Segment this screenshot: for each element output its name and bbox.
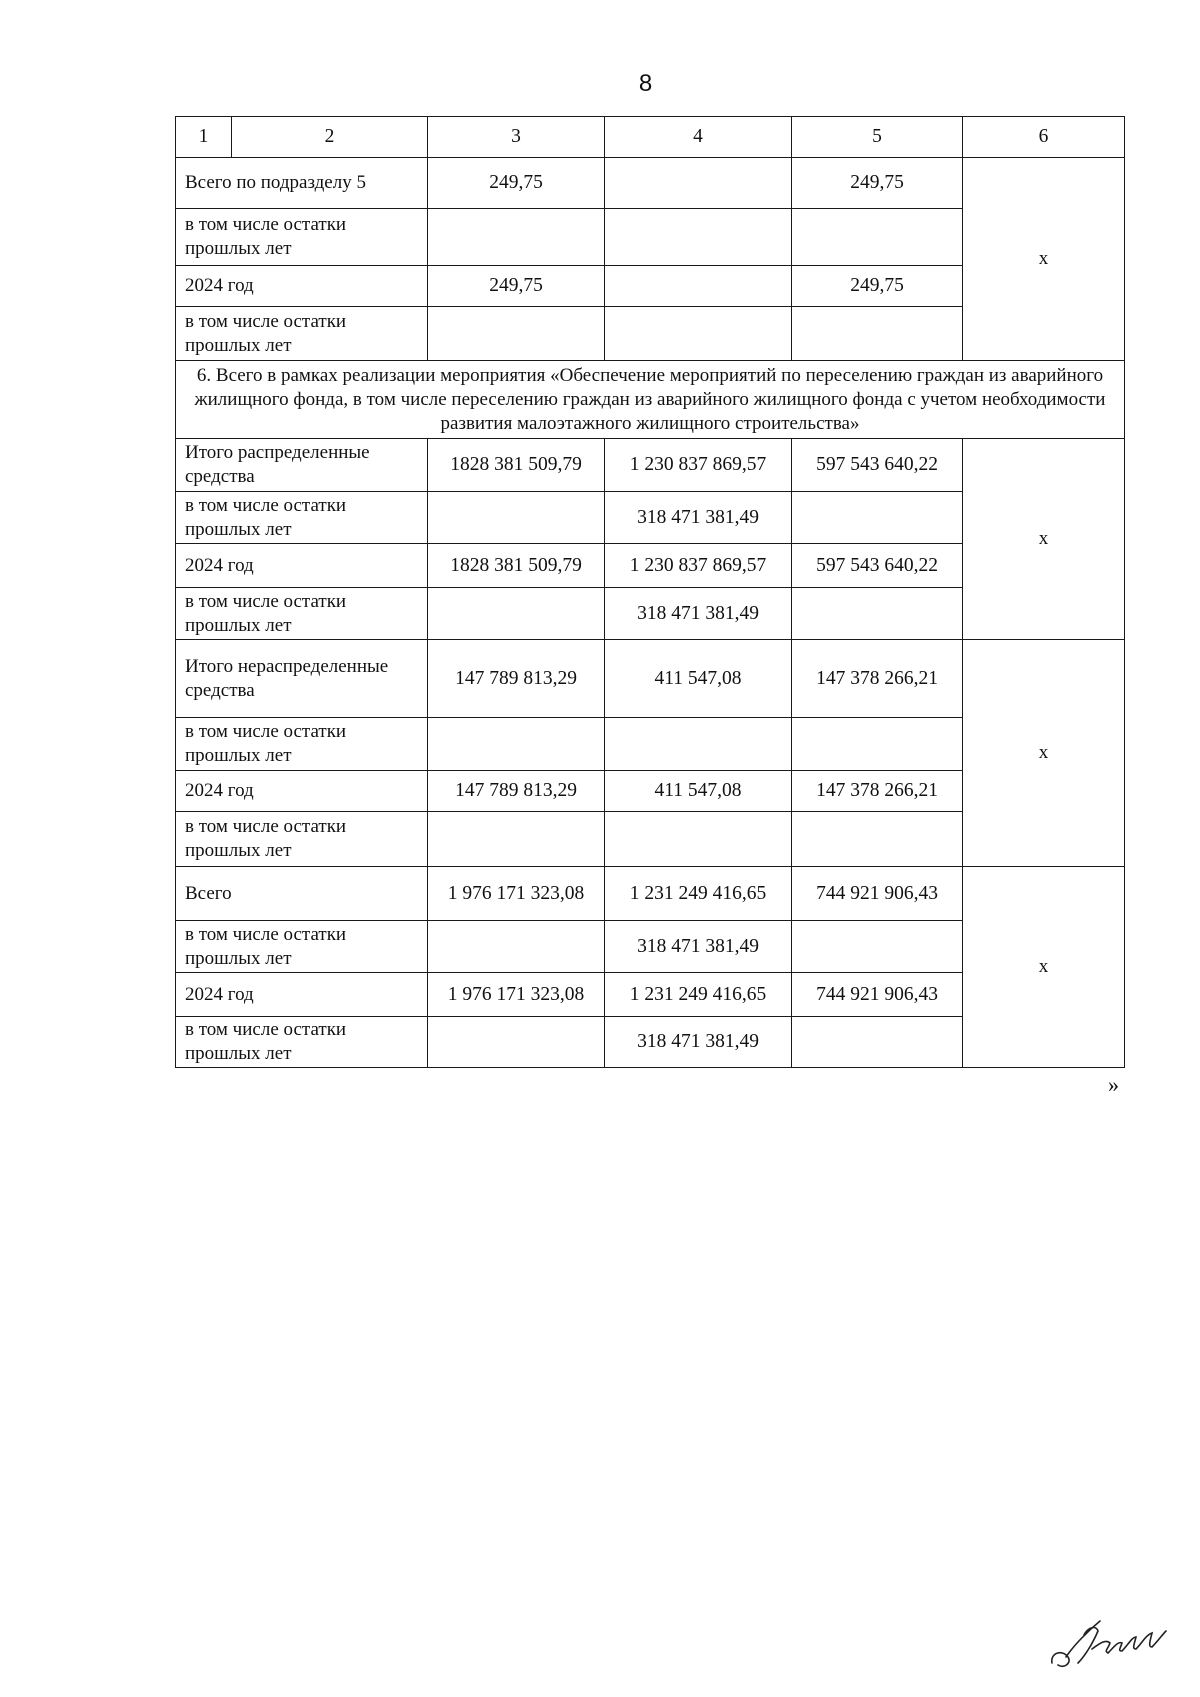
row-label: в том числе остатки прошлых лет <box>176 588 428 640</box>
col5-value <box>792 492 963 544</box>
header-col-5: 5 <box>792 117 963 158</box>
col3-value <box>428 812 605 867</box>
col5-value <box>792 718 963 771</box>
col3-value: 1 976 171 323,08 <box>428 973 605 1017</box>
col3-value <box>428 921 605 973</box>
table-row <box>176 867 1125 921</box>
col3-value: 147 789 813,29 <box>428 640 605 718</box>
col3-value <box>428 209 605 266</box>
col3-value <box>428 307 605 361</box>
col3-value: 1 976 171 323,08 <box>428 867 605 921</box>
col4-value: 411 547,08 <box>605 640 792 718</box>
col6-mark: х <box>963 640 1125 867</box>
col3-value: 147 789 813,29 <box>428 771 605 812</box>
row-label: 2024 год <box>176 266 428 307</box>
col5-value <box>792 921 963 973</box>
col4-value: 1 231 249 416,65 <box>605 867 792 921</box>
row-label: в том числе остатки прошлых лет <box>176 812 428 867</box>
col5-value: 597 543 640,22 <box>792 439 963 492</box>
col5-value <box>792 209 963 266</box>
col3-value: 249,75 <box>428 158 605 209</box>
table-row <box>176 439 1125 492</box>
col5-value: 249,75 <box>792 266 963 307</box>
row-label: в том числе остатки прошлых лет <box>176 492 428 544</box>
table-row <box>176 640 1125 718</box>
col4-value: 1 231 249 416,65 <box>605 973 792 1017</box>
col5-value: 147 378 266,21 <box>792 771 963 812</box>
col4-value <box>605 812 792 867</box>
col3-value: 249,75 <box>428 266 605 307</box>
col4-value: 1 230 837 869,57 <box>605 439 792 492</box>
col3-value <box>428 718 605 771</box>
col5-value: 744 921 906,43 <box>792 867 963 921</box>
col6-mark: х <box>963 439 1125 640</box>
row-label: Всего <box>176 867 428 921</box>
handwritten-signature <box>1048 1605 1168 1675</box>
row-label: Всего по подразделу 5 <box>176 158 428 209</box>
col3-value <box>428 492 605 544</box>
col4-value: 318 471 381,49 <box>605 921 792 973</box>
row-label: в том числе остатки прошлых лет <box>176 307 428 361</box>
row-label: в том числе остатки прошлых лет <box>176 718 428 771</box>
header-col-6: 6 <box>963 117 1125 158</box>
col5-value <box>792 1017 963 1068</box>
col5-value: 597 543 640,22 <box>792 544 963 588</box>
row-label: в том числе остатки прошлых лет <box>176 1017 428 1068</box>
row-label: в том числе остатки прошлых лет <box>176 921 428 973</box>
col3-value: 1828 381 509,79 <box>428 544 605 588</box>
col6-mark: х <box>963 867 1125 1068</box>
budget-table <box>175 116 1125 1068</box>
col5-value: 744 921 906,43 <box>792 973 963 1017</box>
col4-value: 411 547,08 <box>605 771 792 812</box>
col4-value: 318 471 381,49 <box>605 492 792 544</box>
row-label: 2024 год <box>176 771 428 812</box>
row-label: Итого нераспределенные средства <box>176 640 428 718</box>
page-number: 8 <box>638 70 653 97</box>
row-label: 2024 год <box>176 973 428 1017</box>
col6-mark: х <box>963 158 1125 361</box>
section-title-row <box>176 361 1125 439</box>
col4-value <box>605 158 792 209</box>
col4-value <box>605 266 792 307</box>
col4-value <box>605 209 792 266</box>
row-label: 2024 год <box>176 544 428 588</box>
col5-value: 147 378 266,21 <box>792 640 963 718</box>
col3-value <box>428 1017 605 1068</box>
col3-value: 1828 381 509,79 <box>428 439 605 492</box>
col5-value: 249,75 <box>792 158 963 209</box>
section-title: 6. Всего в рамках реализации мероприятия «Обеспечение мероприятий по переселению граждан из аварийного жилищного фонда, в том числе переселению граждан из аварийного жилищного фонда с учетом необходимости развития малоэтажного жилищного строительства» <box>176 361 1125 439</box>
closing-quote: » <box>1108 1072 1119 1097</box>
header-row <box>176 117 1125 158</box>
header-col-1: 1 <box>176 117 232 158</box>
col4-value: 318 471 381,49 <box>605 1017 792 1068</box>
row-label: в том числе остатки прошлых лет <box>176 209 428 266</box>
col5-value <box>792 307 963 361</box>
header-col-4: 4 <box>605 117 792 158</box>
col4-value <box>605 718 792 771</box>
col3-value <box>428 588 605 640</box>
table-row <box>176 158 1125 209</box>
header-col-3: 3 <box>428 117 605 158</box>
col4-value: 318 471 381,49 <box>605 588 792 640</box>
col4-value <box>605 307 792 361</box>
col5-value <box>792 812 963 867</box>
header-col-2: 2 <box>232 117 428 158</box>
col4-value: 1 230 837 869,57 <box>605 544 792 588</box>
row-label: Итого распределенные средства <box>176 439 428 492</box>
col5-value <box>792 588 963 640</box>
